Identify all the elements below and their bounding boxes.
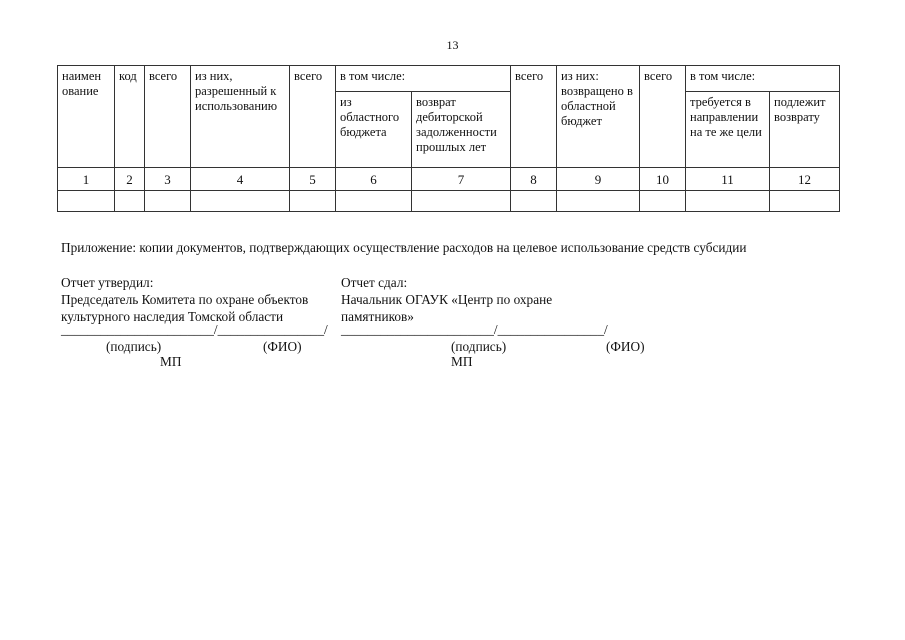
header-total-2: всего (290, 66, 336, 168)
column-number: 10 (640, 168, 686, 191)
table-cell (290, 191, 336, 212)
table-cell (145, 191, 191, 212)
header-required-same-purpose: требуется в направлении на те же цели (686, 92, 770, 168)
submitted-stamp: МП (451, 354, 473, 369)
submitted-signature-line: _______________________/________________/ (341, 322, 608, 337)
approved-stamp: МП (160, 354, 182, 369)
header-subject-to-refund: подлежит возврату (770, 92, 840, 168)
approved-position-line-1: Председатель Комитета по охране объектов (61, 292, 309, 307)
approved-signature-label: (подпись) (106, 339, 162, 354)
approved-block (61, 274, 308, 325)
column-number: 2 (115, 168, 145, 191)
table-cell (58, 191, 115, 212)
table-cell (770, 191, 840, 212)
submitted-heading: Отчет сдал: (341, 275, 408, 290)
submitted-signature-label: (подпись) (451, 339, 507, 354)
column-number: 3 (145, 168, 191, 191)
table-cell (511, 191, 557, 212)
header-total-1: всего (145, 66, 191, 168)
header-including-1: в том числе: (336, 66, 511, 92)
header-code: код (115, 66, 145, 168)
column-number: 5 (290, 168, 336, 191)
page-number: 13 (446, 38, 459, 52)
column-number: 1 (58, 168, 115, 191)
table-cell (191, 191, 290, 212)
header-regional-budget: из областного бюджета (336, 92, 412, 168)
header-total-3: всего (511, 66, 557, 168)
approved-heading: Отчет утвердил: (61, 275, 154, 290)
approved-position-line-2: культурного наследия Томской области (61, 309, 284, 324)
header-receivables-return: возврат дебиторской задолженности прошлых лет (412, 92, 511, 168)
report-table (57, 65, 840, 212)
table-cell (640, 191, 686, 212)
column-number: 4 (191, 168, 290, 191)
header-total-4: всего (640, 66, 686, 168)
table-cell (412, 191, 511, 212)
column-number: 8 (511, 168, 557, 191)
header-returned: из них: возвращено в областной бюджет (557, 66, 640, 168)
column-number: 12 (770, 168, 840, 191)
table-cell (336, 191, 412, 212)
table-cell (115, 191, 145, 212)
column-number: 11 (686, 168, 770, 191)
column-numbers-row (58, 168, 840, 191)
approved-name-label: (ФИО) (263, 339, 302, 354)
submitted-block (341, 274, 552, 325)
column-number: 6 (336, 168, 412, 191)
empty-data-row (58, 191, 840, 212)
header-name: наимен ование (58, 66, 115, 168)
header-allowed: из них, разрешенный к использованию (191, 66, 290, 168)
table-cell (686, 191, 770, 212)
submitted-name-label: (ФИО) (606, 339, 645, 354)
submitted-position-line-1: Начальник ОГАУК «Центр по охране (341, 292, 553, 307)
submitted-position-line-2: памятников» (341, 309, 414, 324)
approved-signature-line: _______________________/________________/ (61, 322, 328, 337)
appendix-note: Приложение: копии документов, подтверждающих осуществление расходов на целевое использование средств субсидии (61, 240, 747, 255)
column-number: 7 (412, 168, 511, 191)
column-number: 9 (557, 168, 640, 191)
table-cell (557, 191, 640, 212)
header-including-2: в том числе: (686, 66, 840, 92)
